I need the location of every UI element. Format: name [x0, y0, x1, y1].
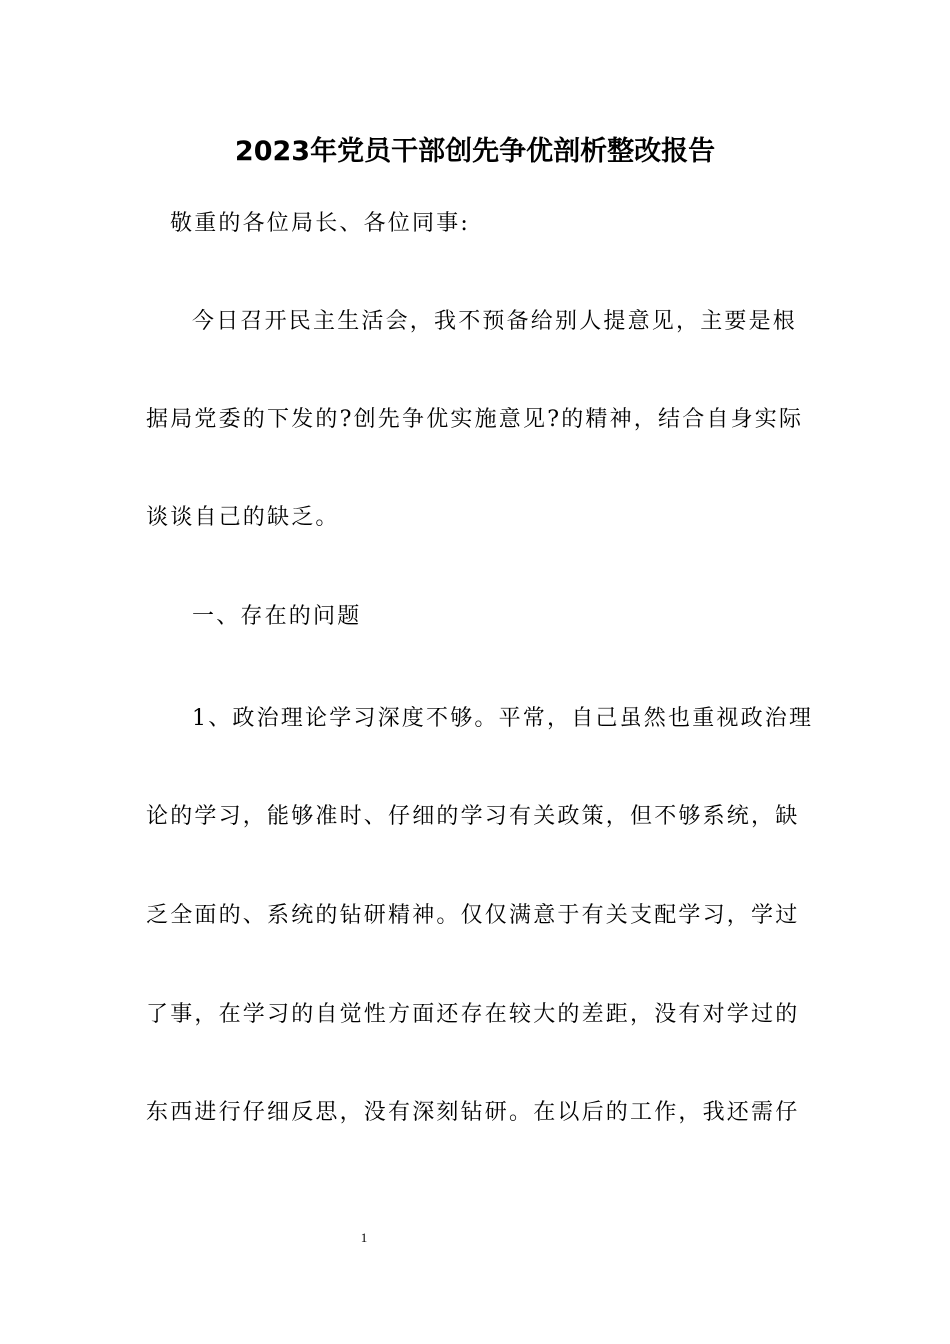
paragraph-line: 乏全面的、系统的钻研精神。仅仅满意于有关支配学习，学过 — [146, 903, 800, 928]
section-heading: 一、存在的问题 — [192, 604, 362, 629]
paragraph-line: 谈谈自己的缺乏。 — [146, 505, 340, 530]
paragraph-line: 东西进行仔细反思，没有深刻钻研。在以后的工作，我还需仔 — [146, 1100, 800, 1125]
paragraph-line: 论的学习，能够准时、仔细的学习有关政策，但不够系统，缺 — [146, 804, 800, 829]
salutation: 敬重的各位局长、各位同事: — [170, 211, 471, 236]
document-title: 2023年党员干部创先争优剖析整改报告 — [234, 136, 716, 167]
paragraph-line: 据局党委的下发的?创先争优实施意见?的精神，结合自身实际 — [146, 407, 804, 432]
paragraph-line: 1、政治理论学习深度不够。平常，自己虽然也重视政治理 — [192, 706, 814, 731]
page-number: 1 — [360, 1230, 368, 1245]
paragraph-line: 今日召开民主生活会，我不预备给别人提意见，主要是根 — [192, 309, 798, 334]
paragraph-line: 了事，在学习的自觉性方面还存在较大的差距，没有对学过的 — [146, 1002, 800, 1027]
